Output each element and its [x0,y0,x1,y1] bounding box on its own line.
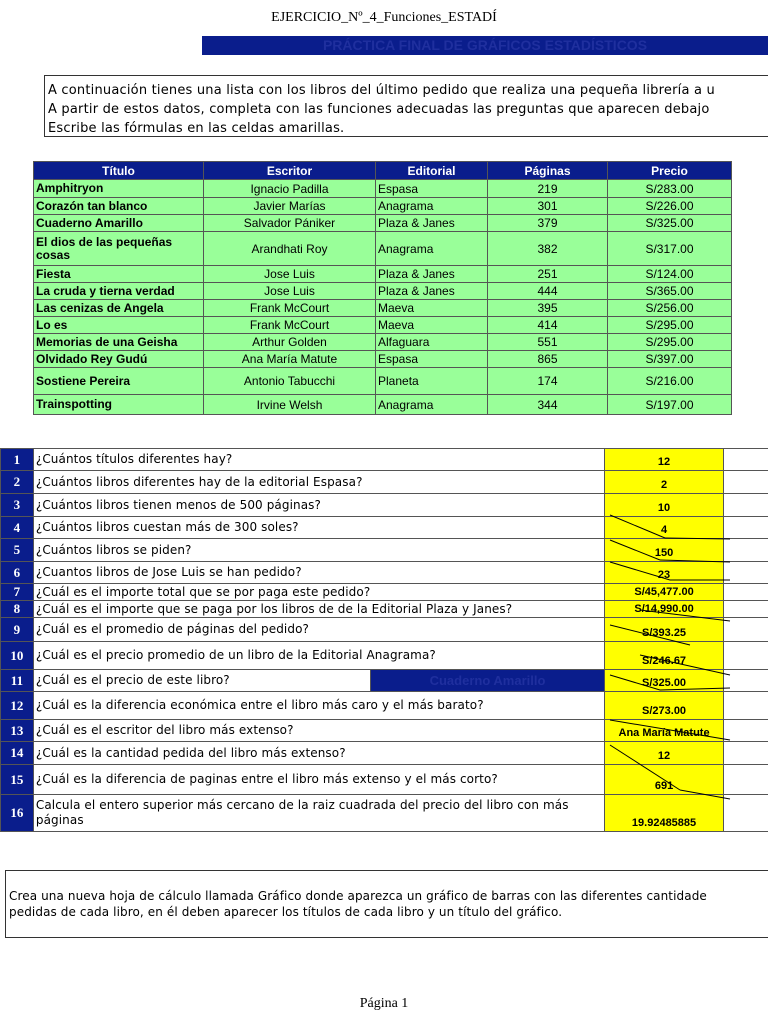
cell-titulo[interactable]: Memorias de una Geisha [34,334,204,351]
cell-escritor[interactable]: Frank McCourt [204,300,376,317]
answer-cell[interactable]: 12 [604,742,724,765]
cell-titulo[interactable]: Fiesta [34,266,204,283]
cell-paginas[interactable]: 444 [488,283,608,300]
answer-cell[interactable]: S/246.67 [604,642,724,670]
col-header-precio: Precio [608,162,732,180]
question-number: 5 [1,539,34,562]
book-row [34,198,732,215]
empty-cell [724,642,768,670]
empty-cell [724,517,768,539]
question-text: ¿Cuántos libros tienen menos de 500 páginas? [33,494,604,517]
answer-cell[interactable]: 691 [604,765,724,795]
answer-cell[interactable]: 12 [604,449,724,471]
cell-precio[interactable]: S/216.00 [608,368,732,395]
answer-cell[interactable]: 23 [604,562,724,584]
answer-cell[interactable]: S/45,477.00 [604,584,724,601]
question-number: 11 [1,670,34,692]
question-row [1,720,768,742]
empty-cell [724,618,768,642]
book-row [34,215,732,232]
cell-editorial[interactable]: Plaza & Janes [376,283,488,300]
book-row [34,283,732,300]
cell-paginas[interactable]: 382 [488,232,608,266]
empty-cell [724,584,768,601]
books-table [33,161,732,415]
cell-titulo[interactable]: Cuaderno Amarillo [34,215,204,232]
cell-editorial[interactable]: Plaza & Janes [376,215,488,232]
answer-cell[interactable]: S/14,990.00 [604,601,724,618]
empty-cell [724,471,768,494]
question-text: ¿Cuál es el precio de este libro? [33,670,370,692]
question-number: 3 [1,494,34,517]
book-row [34,395,732,415]
empty-cell [724,449,768,471]
cell-escritor[interactable]: Ignacio Padilla [204,180,376,198]
question-number: 16 [1,795,34,832]
question-number: 14 [1,742,34,765]
question-text: ¿Cuántos libros diferentes hay de la editorial Espasa? [33,471,604,494]
cell-editorial[interactable]: Maeva [376,317,488,334]
cell-precio[interactable]: S/283.00 [608,180,732,198]
cell-precio[interactable]: S/317.00 [608,232,732,266]
books-header-row [34,162,732,180]
cell-paginas[interactable]: 344 [488,395,608,415]
question-number: 15 [1,765,34,795]
cell-paginas[interactable]: 865 [488,351,608,368]
cell-editorial[interactable]: Anagrama [376,232,488,266]
cell-precio[interactable]: S/226.00 [608,198,732,215]
book-row [34,368,732,395]
question-row [1,539,768,562]
book-row [34,351,732,368]
question-text: ¿Cuántos títulos diferentes hay? [33,449,604,471]
question-number: 12 [1,692,34,720]
cell-paginas[interactable]: 174 [488,368,608,395]
cell-precio[interactable]: S/124.00 [608,266,732,283]
cell-precio[interactable]: S/325.00 [608,215,732,232]
cell-escritor[interactable]: Salvador Pániker [204,215,376,232]
question-text: ¿Cuál es la diferencia de paginas entre el libro más extenso y el más corto? [33,765,604,795]
question-text: ¿Cuál es el precio promedio de un libro de la Editorial Anagrama? [33,642,604,670]
question-row [1,584,768,601]
question-number: 9 [1,618,34,642]
cell-paginas[interactable]: 395 [488,300,608,317]
question-row [1,471,768,494]
intro-line: A partir de estos datos, completa con las funciones adecuadas las preguntas que aparecen debajo [48,102,710,117]
cell-precio[interactable]: S/295.00 [608,334,732,351]
cell-editorial[interactable]: Anagrama [376,198,488,215]
cell-titulo[interactable]: Sostiene Pereira [34,368,204,395]
empty-cell [724,795,768,832]
answer-cell[interactable]: S/325.00 [604,670,724,692]
question-text: ¿Cuántos libros cuestan más de 300 soles? [33,517,604,539]
cell-titulo[interactable]: El dios de las pequeñas cosas [34,232,204,266]
question-row [1,642,768,670]
question-row [1,692,768,720]
question-row [1,601,768,618]
empty-cell [724,765,768,795]
question-row [1,742,768,765]
practice-banner: PRÁCTICA FINAL DE GRÁFICOS ESTADÍSTICOS [202,36,768,55]
col-header-escritor: Escritor [204,162,376,180]
page-number: Página 1 [359,996,409,1011]
cell-escritor[interactable]: Arandhati Roy [204,232,376,266]
answer-cell[interactable]: S/393.25 [604,618,724,642]
question-row [1,449,768,471]
question-text: ¿Cuál es el importe total que se por paga este pedido? [33,584,604,601]
cell-titulo[interactable]: Las cenizas de Angela [34,300,204,317]
cell-editorial[interactable]: Espasa [376,351,488,368]
cell-escritor[interactable]: Ana María Matute [204,351,376,368]
cell-titulo[interactable]: Lo es [34,317,204,334]
cell-titulo[interactable]: La cruda y tierna verdad [34,283,204,300]
empty-cell [724,539,768,562]
cell-paginas[interactable]: 551 [488,334,608,351]
cell-escritor[interactable]: Irvine Welsh [204,395,376,415]
question-text: Calcula el entero superior más cercano de la raiz cuadrada del precio del libro con más páginas [33,795,604,832]
question-text: ¿Cuántos libros se piden? [33,539,604,562]
cell-escritor[interactable]: Antonio Tabucchi [204,368,376,395]
question-number: 13 [1,720,34,742]
cell-editorial[interactable]: Anagrama [376,395,488,415]
highlighted-book-cell[interactable]: Cuaderno Amarillo [371,670,605,692]
question-text: ¿Cuál es el importe que se paga por los libros de de la Editorial Plaza y Janes? [33,601,604,618]
cell-paginas[interactable]: 219 [488,180,608,198]
col-header-titulo: Título [34,162,204,180]
book-row [34,317,732,334]
question-row [1,795,768,832]
question-text: ¿Cuál es el escritor del libro más extenso? [33,720,604,742]
question-number: 1 [1,449,34,471]
cell-paginas[interactable]: 251 [488,266,608,283]
cell-precio[interactable]: S/295.00 [608,317,732,334]
cell-escritor[interactable]: Jose Luis [204,283,376,300]
empty-cell [724,742,768,765]
question-number: 10 [1,642,34,670]
cell-precio[interactable]: S/256.00 [608,300,732,317]
empty-cell [724,562,768,584]
question-number: 6 [1,562,34,584]
question-row [1,765,768,795]
cell-paginas[interactable]: 301 [488,198,608,215]
book-row [34,232,732,266]
question-row [1,670,768,692]
question-row [1,562,768,584]
empty-cell [724,720,768,742]
cell-editorial[interactable]: Alfaguara [376,334,488,351]
cell-escritor[interactable]: Frank McCourt [204,317,376,334]
cell-escritor[interactable]: Jose Luis [204,266,376,283]
intro-line: A continuación tienes una lista con los libros del último pedido que realiza una pequeña librería a u [48,83,715,98]
task-line: Crea una nueva hoja de cálculo llamada Gráfico donde aparezca un gráfico de barras con las diferentes cantidade [9,889,707,903]
col-header-paginas: Páginas [488,162,608,180]
cell-titulo[interactable]: Corazón tan blanco [34,198,204,215]
empty-cell [724,670,768,692]
cell-titulo[interactable]: Trainspotting [34,395,204,415]
task-line: pedidas de cada libro, en él deben aparecer los títulos de cada libro y un título del gráfico. [9,905,563,919]
cell-precio[interactable]: S/397.00 [608,351,732,368]
answer-cell[interactable]: S/273.00 [604,692,724,720]
answer-cell[interactable]: 10 [604,494,724,517]
book-row [34,266,732,283]
cell-escritor[interactable]: Arthur Golden [204,334,376,351]
answer-cell[interactable]: 2 [604,471,724,494]
empty-cell [724,601,768,618]
cell-editorial[interactable]: Espasa [376,180,488,198]
cell-precio[interactable]: S/197.00 [608,395,732,415]
question-row [1,517,768,539]
answer-cell[interactable]: 19.92485885 [604,795,724,832]
question-number: 8 [1,601,34,618]
empty-cell [724,692,768,720]
question-text: ¿Cuantos libros de Jose Luis se han pedido? [33,562,604,584]
book-row [34,334,732,351]
intro-line: Escribe las fórmulas en las celdas amarillas. [48,121,345,136]
cell-editorial[interactable]: Plaza & Janes [376,266,488,283]
cell-editorial[interactable]: Maeva [376,300,488,317]
question-number: 2 [1,471,34,494]
cell-paginas[interactable]: 379 [488,215,608,232]
question-row [1,494,768,517]
empty-cell [724,494,768,517]
chart-task-textbox [5,870,768,938]
question-row [1,618,768,642]
document-title: EJERCICIO_Nº_4_Funciones_ESTADÍ [271,10,497,25]
cell-titulo[interactable]: Olvidado Rey Gudú [34,351,204,368]
cell-escritor[interactable]: Javier Marías [204,198,376,215]
cell-editorial[interactable]: Planeta [376,368,488,395]
cell-titulo[interactable]: Amphitryon [34,180,204,198]
question-text: ¿Cuál es la diferencia económica entre el libro más caro y el más barato? [33,692,604,720]
answer-cell[interactable]: 4 [604,517,724,539]
question-number: 7 [1,584,34,601]
book-row [34,300,732,317]
questions-table [0,448,768,832]
col-header-editorial: Editorial [376,162,488,180]
answer-cell[interactable]: 150 [604,539,724,562]
question-text: ¿Cuál es el promedio de páginas del pedido? [33,618,604,642]
question-text: ¿Cuál es la cantidad pedida del libro más extenso? [33,742,604,765]
intro-textbox [44,75,768,137]
cell-paginas[interactable]: 414 [488,317,608,334]
cell-precio[interactable]: S/365.00 [608,283,732,300]
book-row [34,180,732,198]
question-number: 4 [1,517,34,539]
answer-cell[interactable]: Ana María Matute [604,720,724,742]
